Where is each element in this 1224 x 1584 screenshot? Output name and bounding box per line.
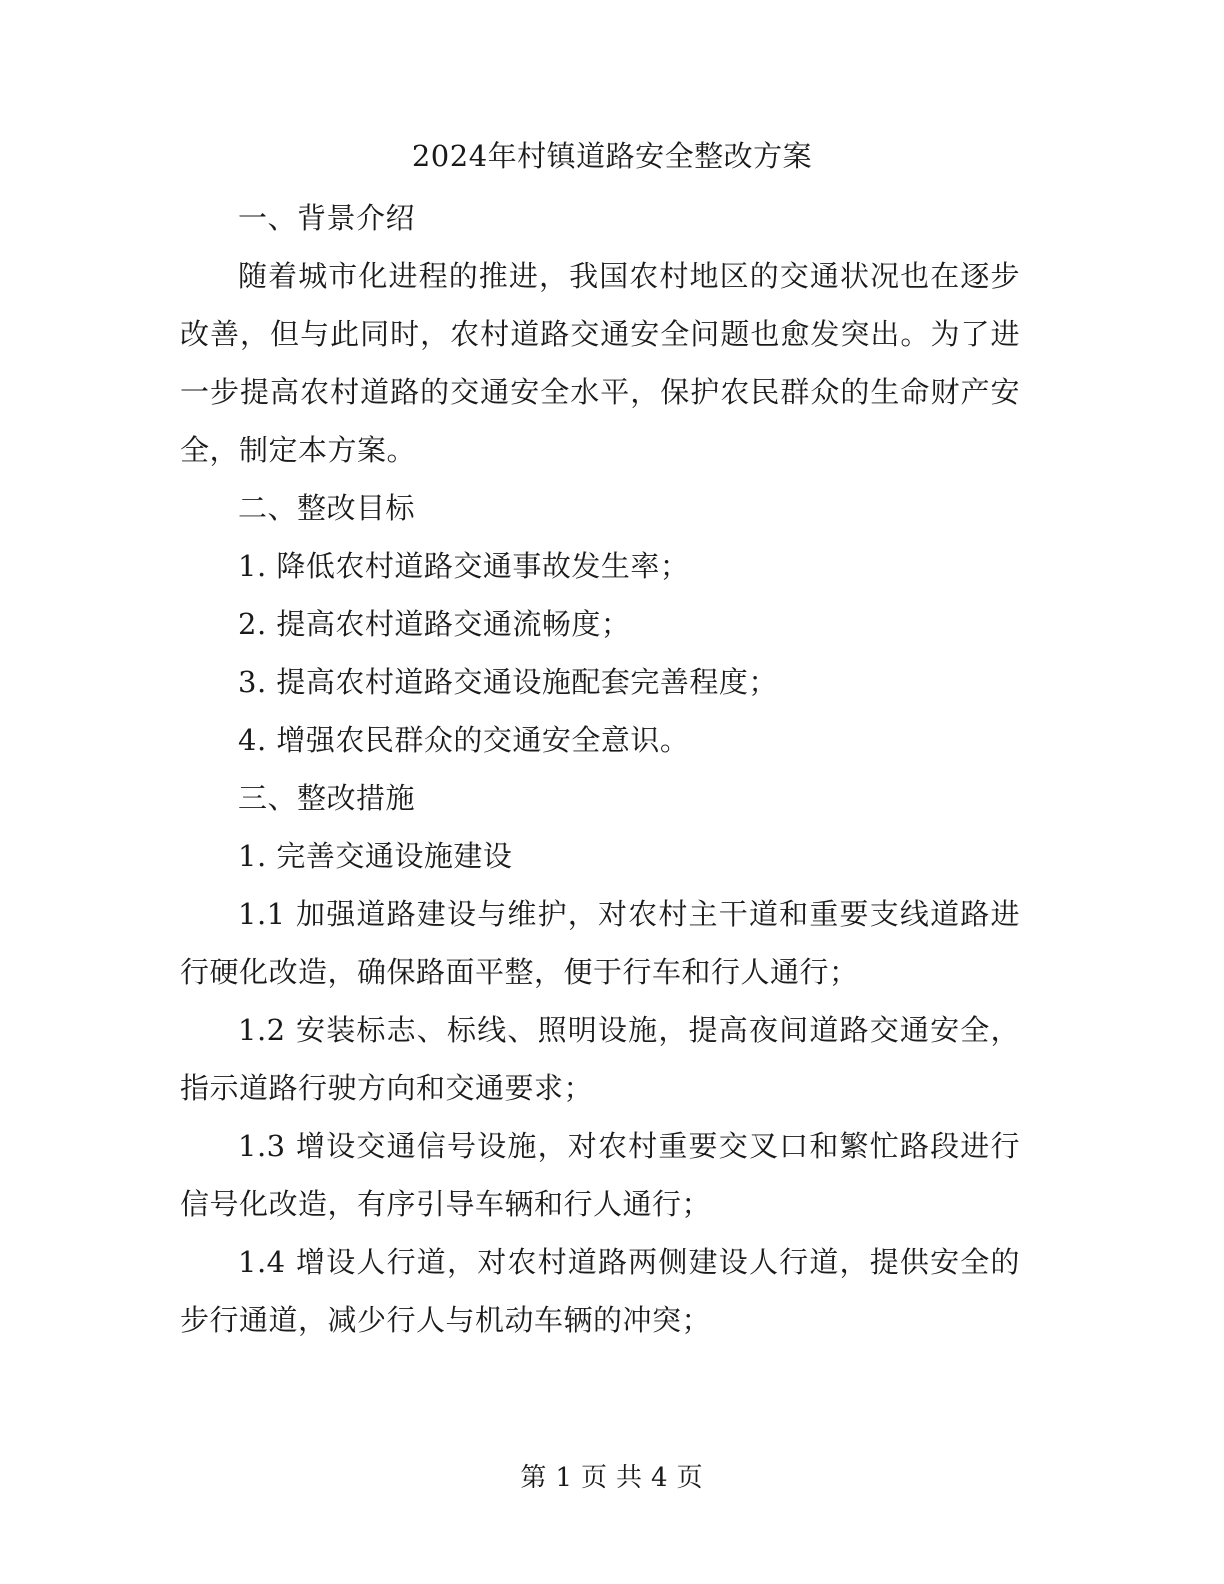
paragraph-line: 改善，但与此同时，农村道路交通安全问题也愈发突出。为了进 [180, 317, 1020, 351]
footer-total-number: 4 [651, 1463, 669, 1493]
measure-line: 1.2 安装标志、标线、照明设施，提高夜间道路交通安全， [238, 1013, 1020, 1047]
measure-line: 行硬化改造，确保路面平整，便于行车和行人通行； [180, 955, 859, 989]
measure-line: 1.3 增设交通信号设施，对农村重要交叉口和繁忙路段进行 [238, 1129, 1020, 1163]
goal-item: 4. 增强农民群众的交通安全意识。 [238, 723, 690, 757]
footer-page-number: 1 [555, 1463, 573, 1493]
page-footer [0, 1458, 1224, 1498]
measure-line: 指示道路行驶方向和交通要求； [180, 1071, 594, 1105]
section-heading-goals: 二、整改目标 [238, 491, 416, 525]
footer-page-label: 第 [520, 1463, 548, 1493]
paragraph-line: 一步提高农村道路的交通安全水平，保护农民群众的生命财产安 [180, 375, 1020, 409]
section-heading-measures: 三、整改措施 [238, 781, 416, 815]
paragraph-line: 随着城市化进程的推进，我国农村地区的交通状况也在逐步 [238, 259, 1020, 293]
measure-line: 步行通道，减少行人与机动车辆的冲突； [180, 1303, 712, 1337]
footer-total-label: 共 [616, 1463, 644, 1493]
document-title: 2024年村镇道路安全整改方案 [411, 139, 813, 173]
footer-page-unit: 页 [580, 1463, 608, 1493]
footer-total-unit: 页 [676, 1463, 704, 1493]
subsection-heading: 1. 完善交通设施建设 [238, 839, 513, 873]
goal-item: 1. 降低农村道路交通事故发生率； [238, 549, 690, 583]
section-heading-background: 一、背景介绍 [238, 201, 416, 235]
measure-line: 信号化改造，有序引导车辆和行人通行； [180, 1187, 712, 1221]
goal-item: 2. 提高农村道路交通流畅度； [238, 607, 631, 641]
goal-item: 3. 提高农村道路交通设施配套完善程度； [238, 665, 778, 699]
measure-line: 1.1 加强道路建设与维护，对农村主干道和重要支线道路进 [238, 897, 1020, 931]
measure-line: 1.4 增设人行道，对农村道路两侧建设人行道，提供安全的 [238, 1245, 1020, 1279]
paragraph-line: 全，制定本方案。 [180, 433, 417, 467]
